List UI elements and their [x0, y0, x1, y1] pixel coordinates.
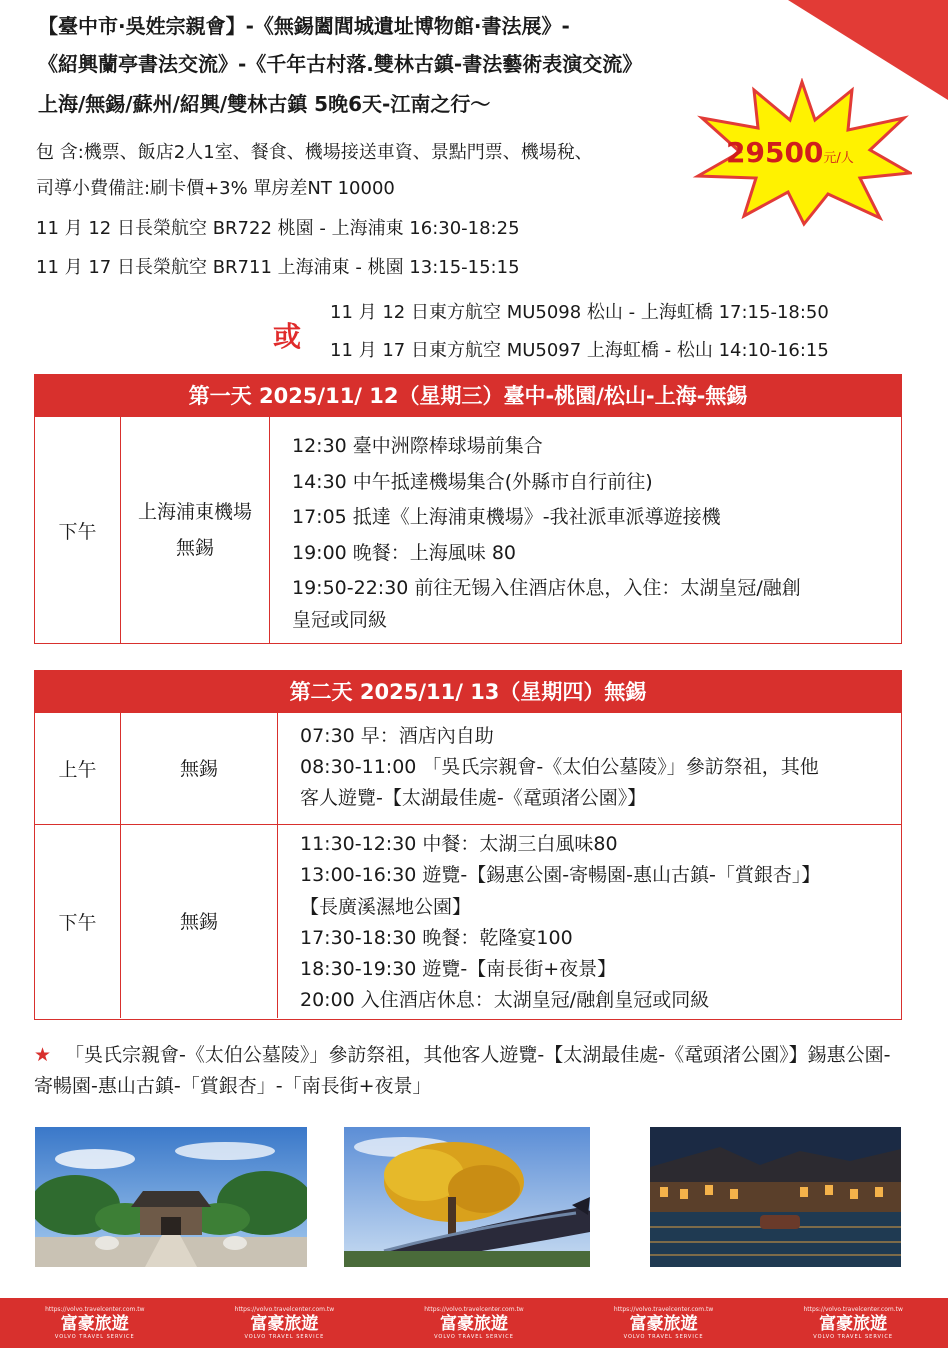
table-row — [35, 824, 901, 1018]
day2-header: 第二天 2025/11/ 13（星期四）無錫 — [35, 671, 901, 713]
or-label: 或 — [273, 320, 302, 353]
day1-table — [34, 374, 902, 644]
logo-subtitle: VOLVO TRAVEL SERVICE — [434, 1333, 514, 1340]
temple-photo — [35, 1127, 307, 1267]
alt-flight-outbound: 11 月 12 日東方航空 MU5098 松山 - 上海虹橋 17:15-18:50 — [330, 302, 829, 323]
alt-flight-return: 11 月 17 日東方航空 MU5097 上海虹橋 - 松山 14:10-16:15 — [330, 340, 829, 361]
star-icon: ★ — [34, 1044, 52, 1066]
logo-name: 富豪旅遊 — [439, 1313, 508, 1334]
schedule-item: 客人遊覽-【太湖最佳處-《鼋頭渚公園》】 — [300, 787, 647, 809]
logo-url: https://volvo.travelcenter.com.tw — [803, 1305, 903, 1313]
logo-url: https://volvo.travelcenter.com.tw — [45, 1305, 145, 1313]
schedule-item: 07:30 早：酒店內自助 — [300, 725, 494, 747]
flight-outbound: 11 月 12 日長榮航空 BR722 桃園 - 上海浦東 16:30-18:25 — [36, 218, 520, 239]
logo-url: https://volvo.travelcenter.com.tw — [613, 1305, 714, 1313]
schedule-cell — [270, 417, 901, 643]
schedule-item: 11:30-12:30 中餐：太湖三白風味80 — [300, 833, 618, 855]
notes-text: 司導小費備註:刷卡價+3% 單房差NT 10000 — [36, 178, 395, 199]
schedule-cell — [278, 713, 901, 824]
logo-name: 富豪旅遊 — [629, 1313, 698, 1334]
day2-table — [34, 670, 902, 1020]
logo-subtitle: VOLVO TRAVEL SERVICE — [54, 1333, 135, 1340]
schedule-item: 17:05 抵達《上海浦東機場》-我社派車派導遊接機 — [292, 506, 721, 528]
schedule-item: 08:30-11:00 「吳氏宗親會-《太伯公墓陵》」參訪祭祖，其他 — [300, 756, 819, 778]
schedule-item: 【長廣溪濕地公園】 — [300, 895, 472, 918]
place-name: 無錫 — [179, 757, 218, 780]
place-name: 無錫 — [175, 537, 214, 559]
schedule-item: 20:00 入住酒店休息：太湖皇冠/融創皇冠或同級 — [300, 989, 710, 1012]
schedule-item: 13:00-16:30 遊覽-【錫惠公園-寄暢園-惠山古鎮-「賞銀杏」】 — [300, 864, 821, 887]
price-tag — [726, 136, 854, 169]
logo-subtitle: VOLVO TRAVEL SERVICE — [813, 1333, 894, 1340]
schedule-item: 12:30 臺中洲際棒球場前集合 — [292, 435, 543, 457]
schedule-item: 皇冠或同級 — [292, 608, 388, 631]
brand-logo — [803, 1307, 902, 1340]
logo-name: 富豪旅遊 — [250, 1313, 319, 1334]
period-cell: 下午 — [35, 417, 121, 643]
logo-name: 富豪旅遊 — [60, 1313, 129, 1334]
schedule-item: 18:30-19:30 遊覽-【南長街+夜景】 — [300, 958, 617, 981]
schedule-item: 17:30-18:30 晚餐：乾隆宴100 — [300, 926, 573, 949]
brand-logo — [45, 1307, 144, 1340]
title-line-1: 【臺中市·吳姓宗親會】-《無錫闔閭城遺址博物館·書法展》- — [38, 14, 570, 38]
price-unit: 元/人 — [823, 151, 854, 166]
place-name: 上海浦東機場 — [137, 501, 252, 523]
day1-header: 第一天 2025/11/ 12（星期三）臺中-桃園/松山-上海-無錫 — [35, 375, 901, 417]
place-name: 無錫 — [179, 910, 218, 933]
schedule-item: 14:30 中午抵達機場集合(外縣市自行前往) — [292, 470, 653, 493]
title-line-3: 上海/無錫/蘇州/紹興/雙林古鎮 5晚6天-江南之行～ — [38, 92, 491, 116]
period-cell: 上午 — [35, 713, 121, 824]
schedule-item: 19:50-22:30 前往无锡入住酒店休息，入住：太湖皇冠/融創 — [292, 577, 801, 599]
flight-return: 11 月 17 日長榮航空 BR711 上海浦東 - 桃園 13:15-15:15 — [36, 257, 520, 278]
ginkgo-photo — [344, 1127, 590, 1267]
highlight-note — [34, 1040, 909, 1102]
period-cell: 下午 — [35, 825, 121, 1018]
place-cell — [121, 825, 278, 1018]
table-row — [35, 713, 901, 824]
brand-logo — [614, 1307, 713, 1340]
brand-logo — [235, 1307, 334, 1340]
brand-logo — [424, 1307, 523, 1340]
night-street-photo — [650, 1127, 901, 1267]
logo-subtitle: VOLVO TRAVEL SERVICE — [244, 1333, 325, 1340]
title-line-2: 《紹興蘭亭書法交流》-《千年古村落.雙林古鎮-書法藝術表演交流》 — [38, 52, 643, 76]
logo-subtitle: VOLVO TRAVEL SERVICE — [623, 1333, 704, 1340]
place-cell — [121, 713, 278, 824]
place-cell — [121, 417, 270, 643]
schedule-item: 19:00 晚餐：上海風味 80 — [292, 541, 517, 564]
price-amount: 29500 — [726, 136, 824, 169]
logo-url: https://volvo.travelcenter.com.tw — [424, 1305, 524, 1313]
table-row — [35, 417, 901, 643]
footer-banner — [0, 1298, 948, 1348]
logo-url: https://volvo.travelcenter.com.tw — [234, 1305, 335, 1313]
schedule-cell — [278, 825, 901, 1018]
includes-text: 包 含:機票、飯店2人1室、餐食、機場接送車資、景點門票、機場稅、 — [36, 142, 593, 163]
highlight-text: 「吳氏宗親會-《太伯公墓陵》」參訪祭祖，其他客人遊覽-【太湖最佳處-《鼋頭渚公園》】錫惠公園-寄暢園-惠山古鎮-「賞銀杏」-「南長街+夜景」 — [34, 1044, 891, 1097]
logo-name: 富豪旅遊 — [819, 1313, 888, 1334]
